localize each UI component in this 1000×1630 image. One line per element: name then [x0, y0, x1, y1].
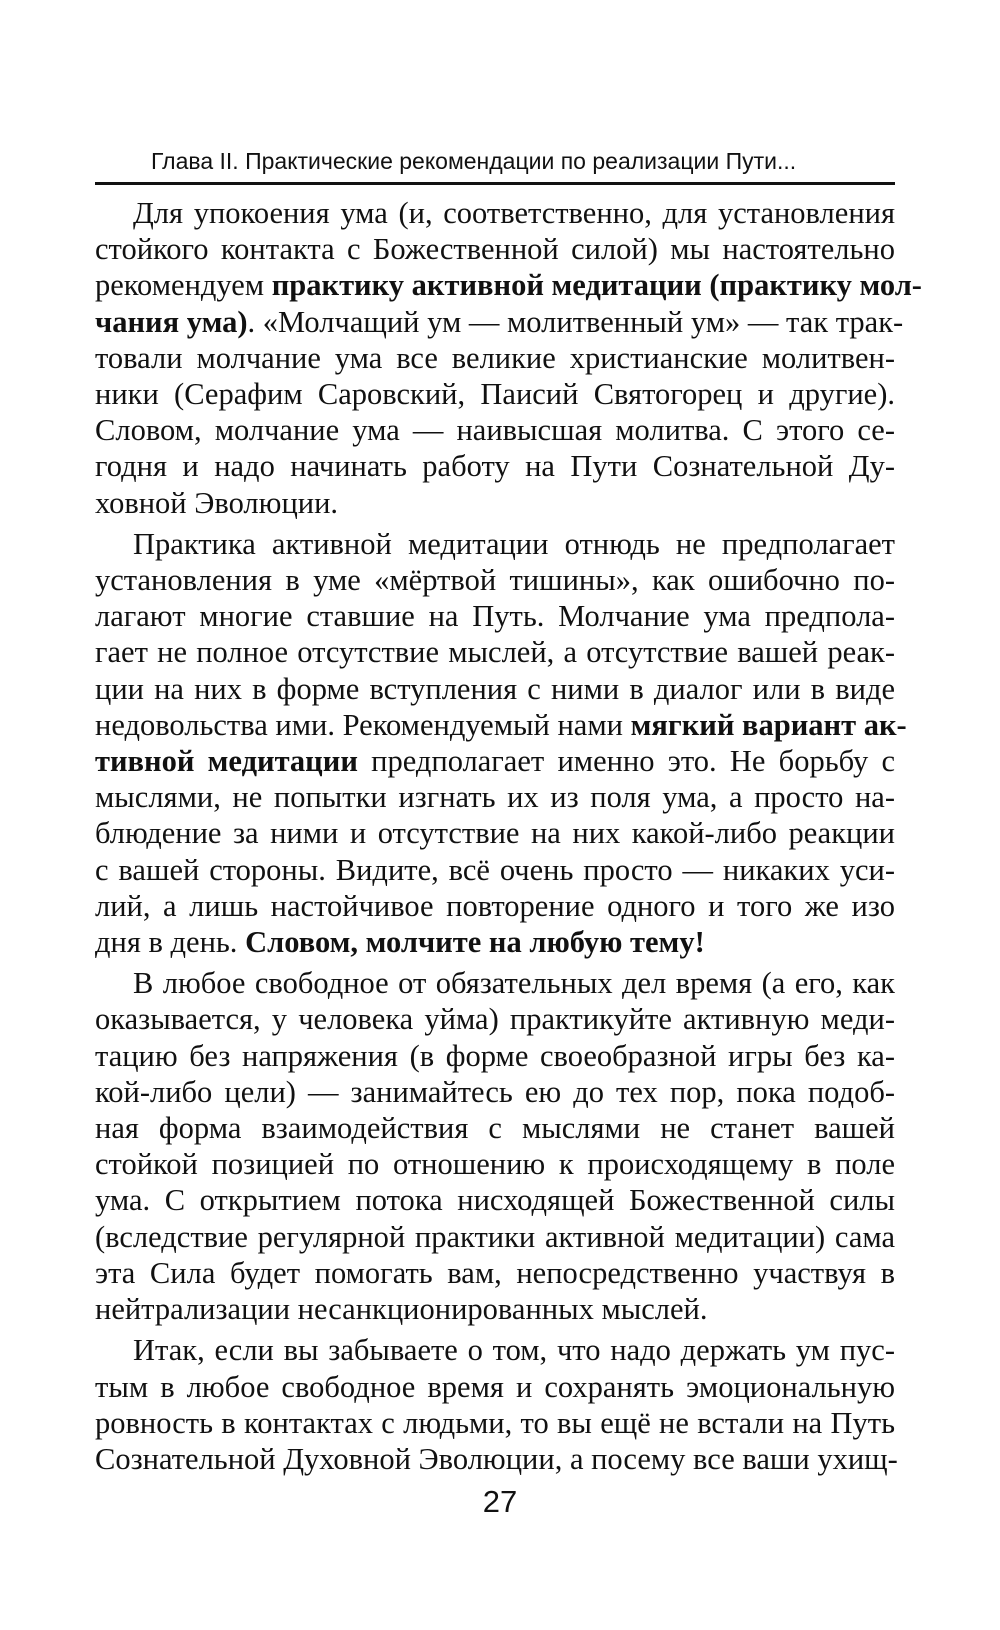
text-line — [95, 1405, 895, 1441]
text-line — [95, 634, 895, 670]
text-line — [95, 924, 895, 960]
text-run: ума. С открытием потока нисходящей Божественной силы — [95, 1183, 895, 1218]
text-line — [95, 1441, 898, 1477]
text-run: лагают многие ставшие на Путь. Молчание ума предпола- — [95, 599, 895, 634]
paragraph — [95, 195, 922, 521]
text-run: ровность в контактах с людьми, то вы ещё не встали на Путь — [95, 1405, 895, 1440]
text-run: В любое свободное от обязательных дел время (а его, как — [133, 966, 895, 1001]
text-line — [95, 412, 895, 448]
paragraph — [95, 965, 895, 1327]
text-line — [95, 267, 922, 303]
text-line — [95, 1255, 895, 1291]
text-run: мыслями, не попытки изгнать их из поля ума, а просто на- — [95, 780, 895, 815]
text-run: Итак, если вы забываете о том, что надо держать ум пус- — [133, 1333, 895, 1368]
running-header-title: Глава II. Практические рекомендации по реализации Пути... — [151, 148, 797, 174]
text-run: (вследствие регулярной практики активной медитации) сама — [95, 1219, 895, 1254]
text-line — [95, 340, 895, 376]
text-run: установления в уме «мёртвой тишины», как ошибочно по- — [95, 563, 895, 598]
running-header — [95, 146, 895, 185]
text-run: гает не полное отсутствие мыслей, а отсутствие вашей реак- — [95, 635, 895, 670]
text-line — [95, 815, 895, 851]
bold-text-run: чания ума) — [95, 304, 248, 339]
text-line — [95, 888, 895, 924]
text-run: ции на них в форме вступления с ними в диалог или в виде — [95, 671, 895, 706]
text-line — [95, 779, 895, 815]
text-line — [95, 1219, 895, 1255]
text-line — [95, 1074, 895, 1110]
text-run: годня и надо начинать работу на Пути Сознательной Ду- — [95, 449, 895, 484]
paragraph — [95, 1332, 898, 1477]
text-run: эта Сила будет помогать вам, непосредственно участвуя в — [95, 1255, 895, 1290]
text-run: с вашей стороны. Видите, всё очень просто — никаких уси- — [95, 852, 895, 887]
text-line — [95, 743, 895, 779]
page-number: 27 — [482, 1484, 518, 1519]
text-line — [95, 1038, 895, 1074]
paragraph — [95, 526, 907, 960]
text-line — [95, 1146, 895, 1182]
text-line — [95, 965, 895, 1001]
bold-text-run: мягкий вариант ак- — [630, 707, 907, 742]
body-text — [95, 195, 922, 1482]
text-line — [95, 1182, 895, 1218]
text-run: недовольства ими. Рекомендуемый нами — [95, 707, 631, 742]
text-run: . «Молчащий ум — молитвенный ум» — так трак- — [247, 304, 904, 339]
text-run: тым в любое свободное время и сохранять эмоциональную — [95, 1369, 895, 1404]
text-line — [95, 598, 895, 634]
text-run: нейтрализации несанкционированных мыслей. — [95, 1292, 708, 1327]
text-line — [95, 526, 895, 562]
text-line — [95, 852, 895, 888]
bold-text-run: практику активной медитации (практику мол- — [271, 268, 922, 303]
text-line — [95, 231, 895, 267]
text-run: Практика активной медитации отнюдь не предполагает — [133, 526, 895, 561]
text-run: дня в день. — [95, 925, 246, 960]
text-line — [95, 1332, 895, 1368]
text-line — [95, 562, 895, 598]
text-run: ная форма взаимодействия с мыслями не станет вашей — [95, 1111, 895, 1146]
text-line — [95, 195, 895, 231]
text-line — [95, 304, 904, 340]
text-run: стойкой позицией по отношению к происходящему в поле — [95, 1147, 895, 1182]
text-run: предполагает именно это. Не борьбу с — [357, 744, 895, 779]
text-line — [95, 376, 895, 412]
text-line — [95, 1291, 895, 1327]
text-run: рекомендуем — [95, 268, 272, 303]
text-line — [95, 485, 895, 521]
text-run: оказывается, у человека уйма) практикуйте активную меди- — [95, 1002, 895, 1037]
text-run: стойкого контакта с Божественной силой) мы настоятельно — [95, 232, 895, 267]
text-run: товали молчание ума все великие христианские молитвен- — [95, 340, 895, 375]
text-run: Словом, молчание ума — наивысшая молитва. С этого се- — [95, 413, 895, 448]
text-line — [95, 1110, 895, 1146]
text-line — [95, 707, 907, 743]
text-run: кой-либо цели) — занимайтесь ею до тех пор, пока подоб- — [95, 1074, 895, 1109]
text-run: Для упокоения ума (и, соответственно, для установления — [133, 196, 895, 230]
text-run: блюдение за ними и отсутствие на них какой-либо реакции — [95, 816, 895, 851]
bold-text-run: тивной медитации — [95, 744, 358, 779]
text-run: Сознательной Духовной Эволюции, а посему все ваши ухищ- — [95, 1441, 898, 1476]
text-line — [95, 448, 895, 484]
text-line — [95, 1001, 895, 1037]
text-run: ховной Эволюции. — [95, 485, 339, 520]
text-run: тацию без напряжения (в форме своеобразной игры без ка- — [95, 1038, 895, 1073]
text-line — [95, 1369, 895, 1405]
text-run: ники (Серафим Саровский, Паисий Святогорец и другие). — [95, 377, 895, 412]
bold-text-run: Словом, молчите на любую тему! — [245, 925, 705, 960]
text-line — [95, 671, 895, 707]
text-run: лий, а лишь настойчивое повторение одного и того же изо — [95, 888, 895, 923]
